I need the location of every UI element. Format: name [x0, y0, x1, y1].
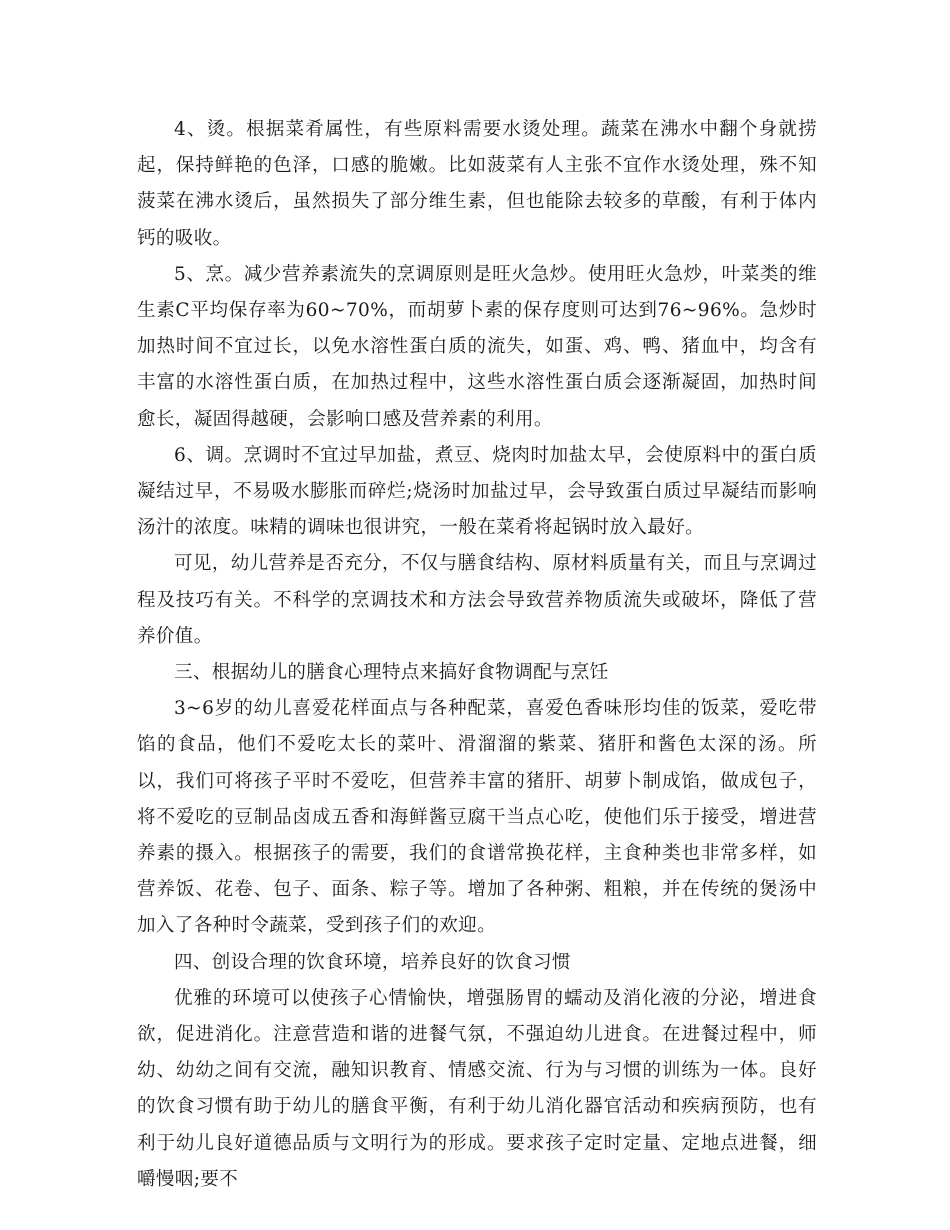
- paragraph-section-6-season: 6、调。烹调时不宜过早加盐，煮豆、烧肉时加盐太早，会使原料中的蛋白质凝结过早，不易吸水膨胀而碎烂;烧汤时加盐过早，会导致蛋白质过早凝结而影响汤汁的浓度。味精的调味也很讲究，一般在菜肴将起锅时放入最好。: [137, 444, 817, 539]
- section-heading-4: 四、创设合理的饮食环境，培养良好的饮食习惯: [174, 951, 571, 973]
- paragraph-section-5-cook: 5、烹。减少营养素流失的烹调原则是旺火急炒。使用旺火急炒，叶菜类的维生素C平均保存率为60~70%，而胡萝卜素的保存度则可达到76~96%。急炒时加热时间不宜过长，以免水溶性蛋白质的流失，如蛋、鸡、鸭、猪血中，均含有丰富的水溶性蛋白质，在加热过程中，这些水溶性蛋白质会逐渐凝固，加热时间愈长，凝固得越硬，会影响口感及营养素的利用。: [137, 263, 817, 430]
- paragraph-section-4-blanch: 4、烫。根据菜肴属性，有些原料需要水烫处理。蔬菜在沸水中翻个身就捞起，保持鲜艳的色泽，口感的脆嫩。比如菠菜有人主张不宜作水烫处理，殊不知菠菜在沸水烫后，虽然损失了部分维生素，但也能除去较多的草酸，有利于体内钙的吸收。: [137, 119, 817, 249]
- document-body: [137, 112, 817, 1198]
- paragraph-diet-psychology: 3~6岁的幼儿喜爱花样面点与各种配菜，喜爱色香味形均佳的饭菜，爱吃带馅的食品，他们不爱吃太长的菜叶、滑溜溜的紫菜、猪肝和酱色太深的汤。所以，我们可将孩子平时不爱吃，但营养丰富的猪肝、胡萝卜制成馅，做成包子，将不爱吃的豆制品卤成五香和海鲜酱豆腐干当点心吃，使他们乐于接受，增进营养素的摄入。根据孩子的需要，我们的食谱常换花样，主食种类也非常多样，如营养饭、花卷、包子、面条、粽子等。增加了各种粥、粗粮，并在传统的煲汤中加入了各种时令蔬菜，受到孩子们的欢迎。: [137, 698, 817, 937]
- section-heading-3: 三、根据幼儿的膳食心理特点来搞好食物调配与烹饪: [174, 662, 609, 684]
- paragraph-conclusion: 可见，幼儿营养是否充分，不仅与膳食结构、原材料质量有关，而且与烹调过程及技巧有关。不科学的烹调技术和方法会导致营养物质流失或破坏，降低了营养价值。: [137, 553, 817, 647]
- paragraph-eating-environment: 优雅的环境可以使孩子心情愉快，增强肠胃的蠕动及消化液的分泌，增进食欲，促进消化。注意营造和谐的进餐气氛，不强迫幼儿进食。在进餐过程中，师幼、幼幼之间有交流，融知识教育、情感交流、行为与习惯的训练为一体。良好的饮食习惯有助于幼儿的膳食平衡，有利于幼儿消化器官活动和疾病预防，也有利于幼儿良好道德品质与文明行为的形成。要求孩子定时定量、定地点进餐，细嚼慢咽;要不: [137, 987, 817, 1190]
